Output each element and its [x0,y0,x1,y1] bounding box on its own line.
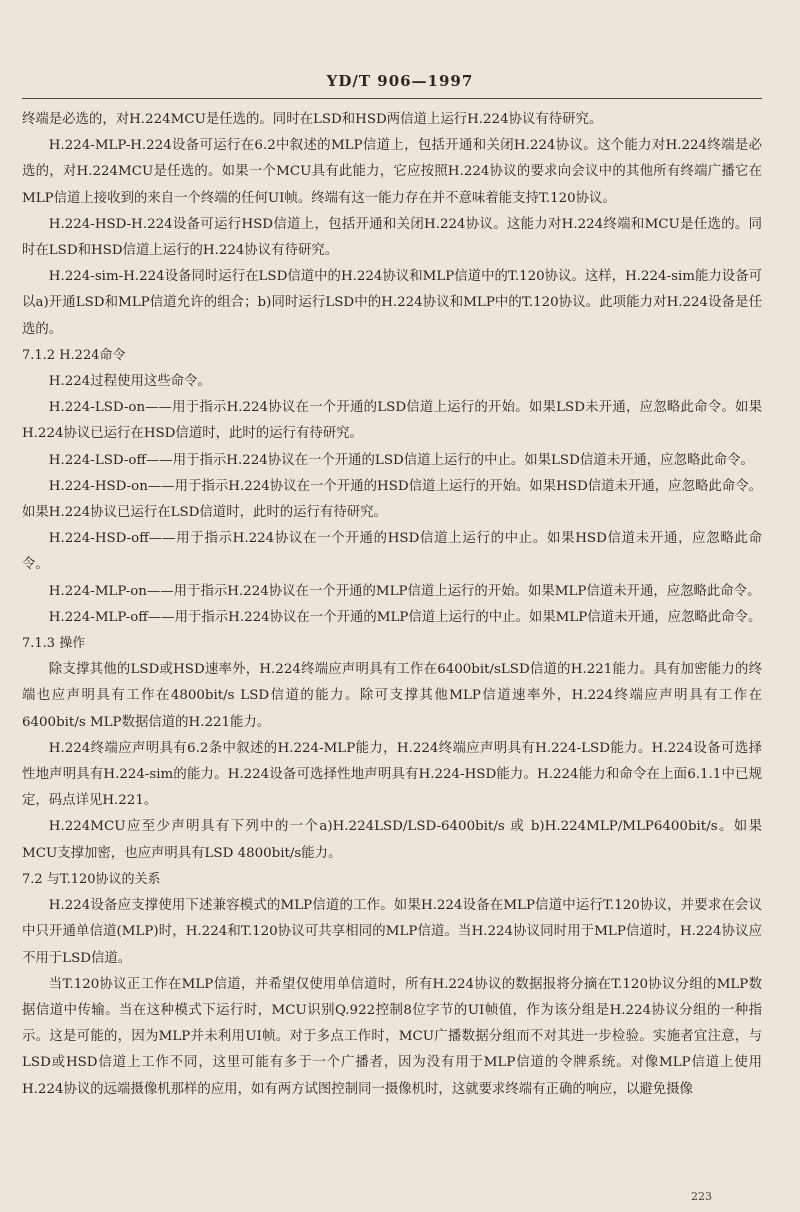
section-heading: 7.1.2 H.224命令 [22,347,126,363]
paragraph: 除支撑其他的LSD或HSD速率外，H.224终端应声明具有工作在6400bit/sLSD信道的H.221能力。具有加密能力的终端也应声明具有工作在4800bit/s LSD信道的能力。除可支撑其他MLP信道速率外，H.224终端应声明具有工作在6400bit/s MLP数据信道的H.221能力。 [22,662,762,730]
paragraph: H.224-MLP-on——用于指示H.224协议在一个开通的MLP信道上运行的开始。如果MLP信道未开通，应忽略此命令。 [48,583,761,599]
document-body [22,107,762,1103]
paragraph: 当T.120协议正工作在MLP信道，并希望仅使用单信道时，所有H.224协议的数据报将分摘在T.120协议分组的MLP数据信道中传输。当在这种模式下运行时，MCU识别Q.922控制8位字节的UI帧值，作为该分组是H.224协议分组的一种指示。这是可能的，因为MLP并未利用UI帧。对于多点工作时，MCU广播数据分组而不对其进一步检验。实施者宜注意，与LSD或HSD信道上工作不同，这里可能有多于一个广播者，因为没有用于MLP信道的令牌系统。对像MLP信道上使用H.224协议的远端摄像机那样的应用，如有两方试图控制同一摄像机时，这就要求终端有正确的响应，以避免摄像 [22,976,762,1097]
paragraph: 终端是必选的，对H.224MCU是任选的。同时在LSD和HSD两信道上运行H.224协议有待研究。 [22,112,603,127]
header-rule [22,98,762,99]
paragraph: H.224设备应支撑使用下述兼容模式的MLP信道的工作。如果H.224设备在MLP信道中运行T.120协议，并要求在会议中只开通单信道(MLP)时，H.224和T.120协议可共享相同的MLP信道。当H.224协议同时用于MLP信道时，H.224协议应不用于LSD信道。 [22,898,762,966]
standard-code-header: YD/T 906—1997 [326,72,474,90]
section-heading: 7.2 与T.120协议的关系 [22,871,161,887]
paragraph: H.224-LSD-on——用于指示H.224协议在一个开通的LSD信道上运行的开始。如果LSD未开通，应忽略此命令。如果H.224协议已运行在HSD信道时，此时的运行有待研究。 [22,400,762,442]
paragraph: H.224-HSD-off——用于指示H.224协议在一个开通的HSD信道上运行的中止。如果HSD信道未开通，应忽略此命令。 [22,531,762,573]
paragraph: H.224终端应声明具有6.2条中叙述的H.224-MLP能力，H.224终端应声明具有H.224-LSD能力。H.224设备可选择性地声明具有H.224-sim的能力。H.224设备可选择性地声明具有H.224-HSD能力。H.224能力和命令在上面6.1.1中已规定，码点详见H.221。 [22,740,762,809]
paragraph: H.224-LSD-off——用于指示H.224协议在一个开通的LSD信道上运行的中止。如果LSD信道未开通，应忽略此命令。 [48,452,754,468]
paragraph: H.224MCU应至少声明具有下列中的一个a)H.224LSD/LSD-6400bit/s 或 b)H.224MLP/MLP6400bit/s。如果MCU支撑加密，也应声明具有LSD 4800bit/s能力。 [22,819,762,861]
paragraph: H.224-HSD-on——用于指示H.224协议在一个开通的HSD信道上运行的开始。如果HSD信道未开通，应忽略此命令。如果H.224协议已运行在LSD信道时，此时的运行有待研究。 [22,478,762,521]
page-number: 223 [691,1190,712,1203]
paragraph: H.224-HSD-H.224设备可运行HSD信道上，包括开通和关闭H.224协议。这能力对H.224终端和MCU是任选的。同时在LSD和HSD信道上运行的H.224协议有待研究。 [22,216,762,259]
section-heading: 7.1.3 操作 [22,636,86,652]
paragraph: H.224过程使用这些命令。 [48,374,211,390]
paragraph: H.224-MLP-off——用于指示H.224协议在一个开通的MLP信道上运行的中止。如果MLP信道未开通，应忽略此命令。 [48,609,762,625]
paragraph: H.224-MLP-H.224设备可运行在6.2中叙述的MLP信道上，包括开通和关闭H.224协议。这个能力对H.224终端是必选的，对H.224MCU是任选的。如果一个MCU具有此能力，它应按照H.224协议的要求向会议中的其他所有终端广播它在MLP信道上接收到的来自一个终端的任何UI帧。终端有这一能力存在并不意味着能支持T.120协议。 [22,138,762,206]
paragraph: H.224-sim-H.224设备同时运行在LSD信道中的H.224协议和MLP信道中的T.120协议。这样，H.224-sim能力设备可以a)开通LSD和MLP信道允许的组合；b)同时运行LSD中的H.224协议和MLP中的T.120协议。此项能力对H.224设备是任选的。 [22,269,762,337]
